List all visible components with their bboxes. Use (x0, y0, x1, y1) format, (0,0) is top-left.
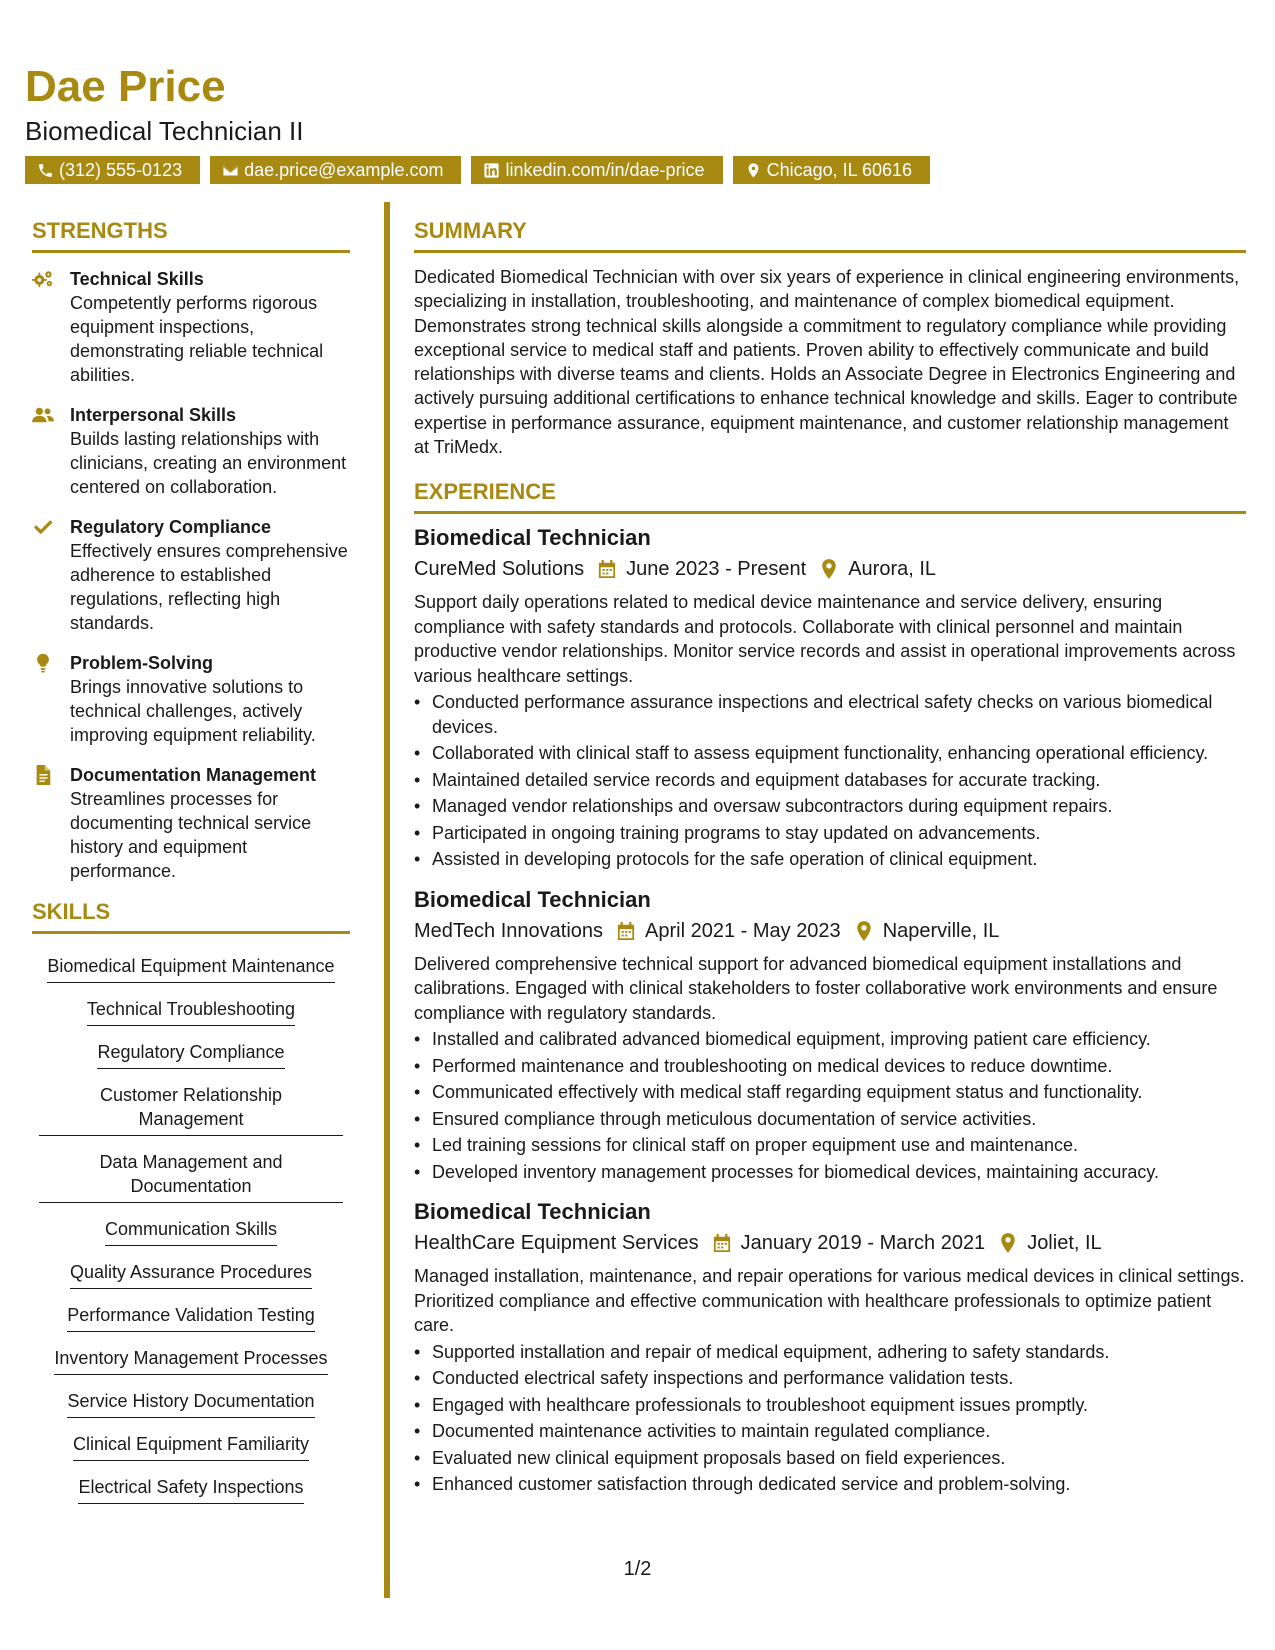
job-bullets (414, 1340, 1246, 1497)
column-divider (384, 202, 390, 1598)
phone-icon (37, 162, 54, 179)
skill-item: Inventory Management Processes (54, 1338, 327, 1375)
bullet-item: • Enhanced customer satisfaction through dedicated service and problem-solving. (414, 1472, 1246, 1497)
users-icon (32, 405, 54, 425)
calendar-icon (617, 921, 635, 941)
job-title: Biomedical Technician (414, 886, 651, 912)
strength-title: Regulatory Compliance (70, 517, 272, 537)
strength-item (32, 763, 350, 883)
location-pin-icon (855, 921, 873, 941)
job-company: MedTech Innovations (414, 919, 604, 942)
summary-heading: SUMMARY (414, 218, 1246, 253)
job-description: Managed installation, maintenance, and repair operations for various medical devices in clinical settings. Prioritized compliance and effective communication with healthcare professionals to optimize patient care. (414, 1266, 1245, 1336)
gears-icon (32, 269, 54, 289)
job-dates: June 2023 - Present (626, 558, 807, 581)
resume-header (25, 62, 1255, 184)
skill-item: Data Management and Documentation (39, 1142, 343, 1203)
bullet-item: • Assisted in developing protocols for the safe operation of clinical equipment. (414, 847, 1246, 872)
job-dates: January 2019 - March 2021 (740, 1232, 986, 1255)
job-dates: April 2021 - May 2023 (645, 919, 841, 942)
calendar-icon (598, 559, 616, 579)
job-title: Biomedical Technician (414, 525, 651, 551)
bullet-item: • Communicated effectively with medical staff regarding equipment status and functionality. (414, 1080, 1246, 1105)
right-column (414, 218, 1246, 1499)
job-meta (414, 1228, 1246, 1258)
skill-item: Communication Skills (105, 1209, 277, 1246)
location-pin-icon (820, 559, 838, 579)
experience-section (414, 479, 1246, 1497)
strength-title: Documentation Management (70, 765, 317, 785)
strength-description: Effectively ensures comprehensive adherence to established regulations, reflecting high standards. (70, 541, 348, 633)
job-entry (414, 524, 1246, 872)
job-location: Joliet, IL (1027, 1232, 1102, 1255)
job-bullets (414, 690, 1246, 872)
document-icon (32, 765, 54, 785)
bullet-item: • Documented maintenance activities to maintain regulated compliance. (414, 1419, 1246, 1444)
bullet-item: • Conducted electrical safety inspections and performance validation tests. (414, 1366, 1246, 1391)
lightbulb-icon (32, 653, 54, 673)
job-meta (414, 916, 1246, 946)
location-text: Chicago, IL 60616 (766, 160, 913, 180)
job-description: Support daily operations related to medical device maintenance and service delivery, ensuring compliance with safety standards and protocols. Collaborate with clinical personnel and maintain productive vendor relationships. Monitor service records and assist in operational improvements across various healthcare settings. (414, 592, 1236, 686)
skill-item: Technical Troubleshooting (87, 989, 295, 1026)
skills-heading: SKILLS (32, 899, 350, 934)
bullet-item: • Led training sessions for clinical staff on proper equipment use and maintenance. (414, 1133, 1246, 1158)
skill-item: Quality Assurance Procedures (70, 1252, 312, 1289)
skill-item: Biomedical Equipment Maintenance (47, 946, 334, 983)
skill-item: Service History Documentation (67, 1381, 314, 1418)
strength-item (32, 403, 350, 499)
phone-contact[interactable] (25, 156, 200, 184)
bullet-item: • Conducted performance assurance inspections and electrical safety checks on various biomedical devices. (414, 690, 1246, 739)
job-company: CureMed Solutions (414, 558, 585, 581)
strengths-heading: STRENGTHS (32, 218, 350, 253)
strength-title: Technical Skills (70, 269, 204, 289)
location-pin-icon (999, 1233, 1017, 1253)
strength-item (32, 267, 350, 387)
job-location: Naperville, IL (882, 919, 1000, 942)
job-description: Delivered comprehensive technical support for advanced biomedical equipment installations and calibrations. Engaged with clinical stakeholders to foster collaborative work environments and ensure compliance with regulatory standards. (414, 953, 1218, 1023)
location-pin-icon (745, 162, 762, 179)
bullet-item: • Supported installation and repair of medical equipment, adhering to safety standards. (414, 1340, 1246, 1365)
linkedin-contact[interactable] (471, 156, 722, 184)
strength-description: Competently performs rigorous equipment inspections, demonstrating reliable technical abilities. (70, 293, 324, 385)
job-bullets (414, 1027, 1246, 1184)
envelope-icon (222, 162, 239, 179)
job-company: HealthCare Equipment Services (414, 1232, 699, 1255)
calendar-icon (713, 1233, 731, 1253)
checkmark-icon (32, 517, 54, 537)
contact-bar (25, 156, 1255, 184)
bullet-item: • Developed inventory management processes for biomedical devices, maintaining accuracy. (414, 1160, 1246, 1185)
email-text: dae.price@example.com (244, 160, 444, 180)
strength-description: Builds lasting relationships with clinicians, creating an environment centered on collaboration. (70, 429, 347, 497)
left-column (32, 218, 350, 1504)
job-entry (414, 1198, 1246, 1497)
strengths-list (32, 267, 350, 883)
strength-item (32, 515, 350, 635)
candidate-role: Biomedical Technician II (25, 116, 304, 146)
skill-item: Regulatory Compliance (97, 1032, 284, 1069)
job-location: Aurora, IL (848, 558, 937, 581)
bullet-item: • Maintained detailed service records and equipment databases for accurate tracking. (414, 768, 1246, 793)
strength-title: Interpersonal Skills (70, 405, 237, 425)
strength-title: Problem-Solving (70, 653, 214, 673)
skills-list (32, 940, 350, 1504)
bullet-item: • Participated in ongoing training programs to stay updated on advancements. (414, 821, 1246, 846)
bullet-item: • Ensured compliance through meticulous documentation of service activities. (414, 1107, 1246, 1132)
skill-item: Electrical Safety Inspections (78, 1467, 303, 1504)
job-title: Biomedical Technician (414, 1199, 651, 1225)
email-contact[interactable] (210, 156, 461, 184)
skill-item: Customer Relationship Management (39, 1075, 343, 1136)
location-contact (733, 156, 930, 184)
skills-section (32, 899, 350, 1504)
skill-item: Clinical Equipment Familiarity (73, 1424, 309, 1461)
candidate-name: Dae Price (25, 62, 226, 111)
bullet-item: • Installed and calibrated advanced biomedical equipment, improving patient care efficiency. (414, 1027, 1246, 1052)
phone-text: (312) 555-0123 (59, 160, 183, 180)
bullet-item: • Collaborated with clinical staff to assess equipment functionality, enhancing operational efficiency. (414, 741, 1246, 766)
skill-item: Performance Validation Testing (67, 1295, 314, 1332)
experience-heading: EXPERIENCE (414, 479, 1246, 514)
page-number: 1/2 (623, 1558, 652, 1580)
strength-description: Brings innovative solutions to technical challenges, actively improving equipment reliability. (70, 677, 316, 745)
summary-text: Dedicated Biomedical Technician with over six years of experience in clinical engineering environments, specializing in installation, troubleshooting, and maintenance of complex biomedical equipment. Demonstrates strong technical skills alongside a commitment to regulatory compliance while providing exceptional service to medical staff and patients. Proven ability to effectively communicate and build relationships with diverse teams and clients. Holds an Associate Degree in Electronics Engineering and actively pursuing additional certifications to enhance technical knowledge and skills. Eager to contribute expertise in performance assurance, equipment maintenance, and customer relationship management at TriMedx. (414, 267, 1240, 458)
linkedin-text: linkedin.com/in/dae-price (505, 160, 705, 180)
bullet-item: • Managed vendor relationships and oversaw subcontractors during equipment repairs. (414, 794, 1246, 819)
bullet-item: • Engaged with healthcare professionals to troubleshoot equipment issues promptly. (414, 1393, 1246, 1418)
strength-item (32, 651, 350, 747)
job-entry (414, 886, 1246, 1185)
strength-description: Streamlines processes for documenting technical service history and equipment performance. (70, 789, 312, 881)
linkedin-icon (483, 162, 500, 179)
bullet-item: • Performed maintenance and troubleshooting on medical devices to reduce downtime. (414, 1054, 1246, 1079)
bullet-item: • Evaluated new clinical equipment proposals based on field experiences. (414, 1446, 1246, 1471)
job-meta (414, 554, 1246, 584)
